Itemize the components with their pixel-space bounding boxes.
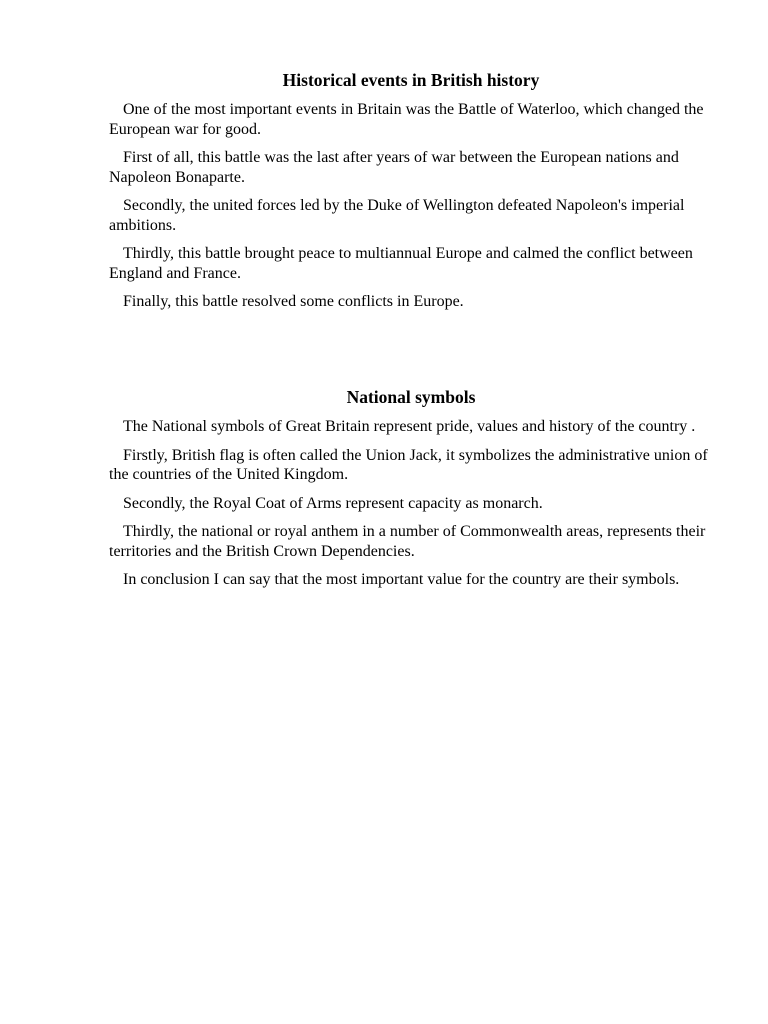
paragraph-history-3: Secondly, the united forces led by the Duke of Wellington defeated Napoleon's imperial ambitions. [109,197,685,234]
section-title-symbols: National symbols [346,387,476,407]
paragraph-history-5: Finally, this battle resolved some conflicts in Europe. [123,293,464,310]
paragraph-symbols-3: Secondly, the Royal Coat of Arms represent capacity as monarch. [123,494,543,512]
paragraph-symbols-4: Thirdly, the national or royal anthem in a number of Commonwealth areas, represents their territories and the British Crown Dependencies. [109,523,706,560]
paragraph-symbols-2: Firstly, British flag is often called the Union Jack, it symbolizes the administrative union of the countries of the United Kingdom. [109,446,708,483]
paragraph-history-2: First of all, this battle was the last after years of war between the European nations and Napoleon Bonaparte. [109,149,679,186]
section-national-symbols [109,385,709,599]
section-title-history: Historical events in British history [282,70,540,90]
paragraph-symbols-1: The National symbols of Great Britain represent pride, values and history of the country . [123,418,696,435]
section-historical-events [109,68,709,321]
paragraph-symbols-5: In conclusion I can say that the most important value for the country are their symbols. [123,571,680,588]
paragraph-history-1: One of the most important events in Britain was the Battle of Waterloo, which changed the European war for good. [109,101,704,138]
paragraph-history-4: Thirdly, this battle brought peace to multiannual Europe and calmed the conflict between England and France. [109,245,693,282]
